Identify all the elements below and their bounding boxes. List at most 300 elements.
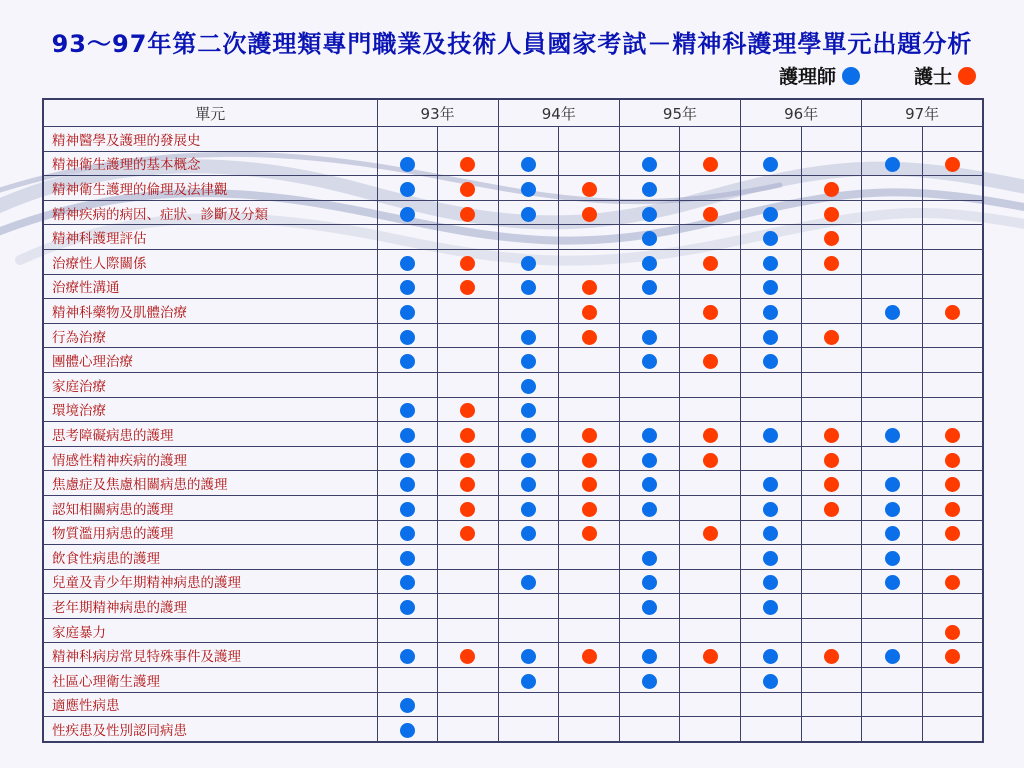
mark-cell — [498, 274, 559, 299]
blue-dot-icon — [642, 330, 657, 345]
blue-dot-icon — [400, 280, 415, 295]
mark-cell — [559, 446, 620, 471]
mark-cell — [559, 692, 620, 717]
mark-cell — [438, 200, 499, 225]
mark-cell — [741, 717, 802, 742]
mark-cell — [922, 520, 983, 545]
mark-cell — [922, 127, 983, 152]
mark-cell — [438, 618, 499, 643]
red-dot-icon — [824, 477, 839, 492]
mark-cell — [498, 618, 559, 643]
mark-cell — [922, 692, 983, 717]
mark-cell — [862, 422, 923, 447]
mark-cell — [862, 471, 923, 496]
red-dot-icon — [703, 305, 718, 320]
red-dot-icon — [582, 502, 597, 517]
unit-name: 精神疾病的病因、症狀、診斷及分類 — [43, 200, 377, 225]
mark-cell — [741, 545, 802, 570]
mark-cell — [619, 151, 680, 176]
blue-dot-icon — [763, 674, 778, 689]
blue-dot-icon — [642, 354, 657, 369]
blue-dot-icon — [763, 428, 778, 443]
red-dot-icon — [958, 67, 976, 85]
blue-dot-icon — [642, 280, 657, 295]
mark-cell — [862, 299, 923, 324]
blue-dot-icon — [400, 354, 415, 369]
mark-cell — [741, 397, 802, 422]
mark-cell — [801, 348, 862, 373]
mark-cell — [922, 495, 983, 520]
mark-cell — [801, 249, 862, 274]
red-dot-icon — [945, 526, 960, 541]
mark-cell — [619, 323, 680, 348]
mark-cell — [922, 299, 983, 324]
mark-cell — [377, 397, 438, 422]
mark-cell — [862, 446, 923, 471]
mark-cell — [619, 643, 680, 668]
mark-cell — [498, 200, 559, 225]
red-dot-icon — [460, 182, 475, 197]
unit-name: 治療性溝通 — [43, 274, 377, 299]
mark-cell — [377, 495, 438, 520]
blue-dot-icon — [642, 207, 657, 222]
mark-cell — [377, 249, 438, 274]
blue-dot-icon — [642, 674, 657, 689]
mark-cell — [741, 569, 802, 594]
page-title: 93～97年第二次護理類專門職業及技術人員國家考試－精神科護理學單元出題分析 — [51, 30, 973, 58]
blue-dot-icon — [763, 502, 778, 517]
blue-dot-icon — [400, 551, 415, 566]
mark-cell — [741, 594, 802, 619]
mark-cell — [619, 717, 680, 742]
mark-cell — [680, 151, 741, 176]
red-dot-icon — [460, 403, 475, 418]
blue-dot-icon — [400, 403, 415, 418]
blue-dot-icon — [763, 256, 778, 271]
year-header: 97年 — [862, 99, 983, 127]
blue-dot-icon — [763, 280, 778, 295]
mark-cell — [801, 643, 862, 668]
mark-cell — [922, 274, 983, 299]
mark-cell — [377, 151, 438, 176]
red-dot-icon — [703, 207, 718, 222]
mark-cell — [741, 372, 802, 397]
unit-name: 精神科病房常見特殊事件及護理 — [43, 643, 377, 668]
mark-cell — [741, 446, 802, 471]
mark-cell — [377, 569, 438, 594]
mark-cell — [862, 717, 923, 742]
mark-cell — [801, 127, 862, 152]
blue-dot-icon — [400, 428, 415, 443]
blue-dot-icon — [763, 575, 778, 590]
mark-cell — [377, 225, 438, 250]
red-dot-icon — [703, 428, 718, 443]
mark-cell — [741, 249, 802, 274]
mark-cell — [619, 274, 680, 299]
mark-cell — [559, 471, 620, 496]
blue-dot-icon — [400, 502, 415, 517]
blue-dot-icon — [400, 330, 415, 345]
mark-cell — [801, 594, 862, 619]
mark-cell — [498, 495, 559, 520]
table-row — [43, 299, 983, 324]
mark-cell — [559, 176, 620, 201]
unit-name: 團體心理治療 — [43, 348, 377, 373]
mark-cell — [559, 618, 620, 643]
blue-dot-icon — [400, 526, 415, 541]
blue-dot-icon — [521, 157, 536, 172]
red-dot-icon — [824, 207, 839, 222]
header-row — [43, 99, 983, 127]
unit-name: 物質濫用病患的護理 — [43, 520, 377, 545]
mark-cell — [438, 274, 499, 299]
blue-dot-icon — [400, 305, 415, 320]
unit-name: 老年期精神病患的護理 — [43, 594, 377, 619]
blue-dot-icon — [642, 453, 657, 468]
blue-dot-icon — [400, 649, 415, 664]
mark-cell — [741, 668, 802, 693]
table-row — [43, 643, 983, 668]
mark-cell — [619, 520, 680, 545]
mark-cell — [619, 372, 680, 397]
blue-dot-icon — [642, 502, 657, 517]
table-row — [43, 668, 983, 693]
mark-cell — [862, 397, 923, 422]
mark-cell — [922, 200, 983, 225]
mark-cell — [801, 471, 862, 496]
blue-dot-icon — [763, 330, 778, 345]
mark-cell — [559, 127, 620, 152]
mark-cell — [438, 643, 499, 668]
blue-dot-icon — [885, 305, 900, 320]
red-dot-icon — [824, 502, 839, 517]
mark-cell — [680, 397, 741, 422]
blue-dot-icon — [885, 575, 900, 590]
mark-cell — [619, 397, 680, 422]
red-dot-icon — [460, 157, 475, 172]
mark-cell — [922, 372, 983, 397]
mark-cell — [559, 495, 620, 520]
unit-name: 飲食性病患的護理 — [43, 545, 377, 570]
unit-name: 性疾患及性別認同病患 — [43, 717, 377, 742]
blue-dot-icon — [521, 182, 536, 197]
red-dot-icon — [945, 305, 960, 320]
mark-cell — [741, 274, 802, 299]
mark-cell — [559, 397, 620, 422]
mark-cell — [438, 176, 499, 201]
mark-cell — [377, 200, 438, 225]
mark-cell — [922, 348, 983, 373]
mark-cell — [680, 692, 741, 717]
table-row — [43, 569, 983, 594]
mark-cell — [377, 643, 438, 668]
red-dot-icon — [582, 305, 597, 320]
unit-name: 焦慮症及焦慮相關病患的護理 — [43, 471, 377, 496]
mark-cell — [801, 323, 862, 348]
blue-dot-icon — [400, 723, 415, 738]
red-dot-icon — [945, 157, 960, 172]
mark-cell — [377, 323, 438, 348]
blue-dot-icon — [521, 403, 536, 418]
mark-cell — [801, 372, 862, 397]
mark-cell — [922, 569, 983, 594]
mark-cell — [438, 127, 499, 152]
mark-cell — [922, 151, 983, 176]
mark-cell — [377, 692, 438, 717]
red-dot-icon — [824, 428, 839, 443]
mark-cell — [922, 323, 983, 348]
blue-dot-icon — [763, 526, 778, 541]
red-dot-icon — [703, 649, 718, 664]
mark-cell — [922, 446, 983, 471]
red-dot-icon — [824, 256, 839, 271]
mark-cell — [438, 717, 499, 742]
blue-dot-icon — [521, 428, 536, 443]
unit-name: 認知相關病患的護理 — [43, 495, 377, 520]
unit-name: 精神衛生護理的基本概念 — [43, 151, 377, 176]
mark-cell — [559, 299, 620, 324]
red-dot-icon — [582, 182, 597, 197]
mark-cell — [619, 127, 680, 152]
blue-dot-icon — [521, 207, 536, 222]
mark-cell — [559, 225, 620, 250]
mark-cell — [498, 299, 559, 324]
mark-cell — [922, 176, 983, 201]
mark-cell — [619, 176, 680, 201]
mark-cell — [438, 520, 499, 545]
mark-cell — [741, 151, 802, 176]
red-dot-icon — [945, 428, 960, 443]
mark-cell — [498, 372, 559, 397]
mark-cell — [741, 422, 802, 447]
mark-cell — [438, 668, 499, 693]
mark-cell — [680, 545, 741, 570]
table-row — [43, 545, 983, 570]
mark-cell — [680, 176, 741, 201]
mark-cell — [922, 594, 983, 619]
mark-cell — [741, 323, 802, 348]
mark-cell — [680, 348, 741, 373]
table-row — [43, 127, 983, 152]
mark-cell — [377, 127, 438, 152]
mark-cell — [801, 618, 862, 643]
legend-assistant-label: 護士 — [913, 66, 952, 88]
red-dot-icon — [703, 256, 718, 271]
mark-cell — [559, 594, 620, 619]
table-row — [43, 225, 983, 250]
red-dot-icon — [582, 207, 597, 222]
mark-cell — [559, 520, 620, 545]
mark-cell — [377, 594, 438, 619]
blue-dot-icon — [885, 157, 900, 172]
mark-cell — [801, 397, 862, 422]
mark-cell — [680, 249, 741, 274]
mark-cell — [559, 643, 620, 668]
mark-cell — [680, 717, 741, 742]
blue-dot-icon — [642, 551, 657, 566]
mark-cell — [498, 176, 559, 201]
mark-cell — [438, 348, 499, 373]
mark-cell — [680, 323, 741, 348]
mark-cell — [741, 200, 802, 225]
mark-cell — [377, 471, 438, 496]
red-dot-icon — [460, 207, 475, 222]
mark-cell — [498, 668, 559, 693]
mark-cell — [619, 545, 680, 570]
mark-cell — [801, 495, 862, 520]
blue-dot-icon — [642, 428, 657, 443]
blue-dot-icon — [521, 256, 536, 271]
mark-cell — [922, 397, 983, 422]
mark-cell — [438, 372, 499, 397]
mark-cell — [922, 545, 983, 570]
mark-cell — [438, 422, 499, 447]
mark-cell — [680, 569, 741, 594]
mark-cell — [741, 225, 802, 250]
table-row — [43, 348, 983, 373]
mark-cell — [377, 372, 438, 397]
red-dot-icon — [824, 453, 839, 468]
blue-dot-icon — [642, 477, 657, 492]
mark-cell — [680, 520, 741, 545]
mark-cell — [680, 127, 741, 152]
red-dot-icon — [460, 502, 475, 517]
mark-cell — [801, 692, 862, 717]
blue-dot-icon — [521, 379, 536, 394]
mark-cell — [559, 200, 620, 225]
blue-dot-icon — [521, 330, 536, 345]
legend-nurse-label: 護理師 — [778, 66, 836, 88]
mark-cell — [680, 668, 741, 693]
mark-cell — [377, 717, 438, 742]
mark-cell — [801, 200, 862, 225]
mark-cell — [619, 299, 680, 324]
mark-cell — [801, 299, 862, 324]
red-dot-icon — [703, 354, 718, 369]
unit-name: 家庭治療 — [43, 372, 377, 397]
mark-cell — [680, 594, 741, 619]
mark-cell — [438, 323, 499, 348]
mark-cell — [498, 225, 559, 250]
mark-cell — [438, 692, 499, 717]
mark-cell — [741, 348, 802, 373]
table-row — [43, 249, 983, 274]
red-dot-icon — [460, 649, 475, 664]
blue-dot-icon — [763, 477, 778, 492]
red-dot-icon — [824, 330, 839, 345]
mark-cell — [619, 618, 680, 643]
unit-name: 情感性精神疾病的護理 — [43, 446, 377, 471]
table-row — [43, 274, 983, 299]
unit-name: 精神科護理評估 — [43, 225, 377, 250]
red-dot-icon — [582, 477, 597, 492]
red-dot-icon — [945, 477, 960, 492]
mark-cell — [498, 594, 559, 619]
mark-cell — [862, 618, 923, 643]
mark-cell — [498, 692, 559, 717]
mark-cell — [922, 618, 983, 643]
red-dot-icon — [460, 453, 475, 468]
blue-dot-icon — [521, 575, 536, 590]
mark-cell — [801, 151, 862, 176]
mark-cell — [498, 717, 559, 742]
mark-cell — [438, 569, 499, 594]
mark-cell — [862, 274, 923, 299]
mark-cell — [498, 127, 559, 152]
blue-dot-icon — [400, 157, 415, 172]
mark-cell — [801, 446, 862, 471]
mark-cell — [438, 151, 499, 176]
mark-cell — [741, 176, 802, 201]
unit-name: 環境治療 — [43, 397, 377, 422]
red-dot-icon — [460, 428, 475, 443]
red-dot-icon — [582, 428, 597, 443]
mark-cell — [619, 200, 680, 225]
mark-cell — [862, 545, 923, 570]
mark-cell — [741, 643, 802, 668]
blue-dot-icon — [763, 305, 778, 320]
mark-cell — [801, 545, 862, 570]
blue-dot-icon — [763, 600, 778, 615]
mark-cell — [862, 249, 923, 274]
mark-cell — [741, 495, 802, 520]
mark-cell — [377, 618, 438, 643]
mark-cell — [559, 372, 620, 397]
red-dot-icon — [703, 157, 718, 172]
mark-cell — [922, 668, 983, 693]
mark-cell — [619, 668, 680, 693]
blue-dot-icon — [642, 600, 657, 615]
mark-cell — [619, 422, 680, 447]
mark-cell — [741, 471, 802, 496]
blue-dot-icon — [763, 354, 778, 369]
mark-cell — [498, 520, 559, 545]
mark-cell — [559, 274, 620, 299]
table-row — [43, 176, 983, 201]
table-row — [43, 520, 983, 545]
red-dot-icon — [945, 625, 960, 640]
blue-dot-icon — [521, 674, 536, 689]
mark-cell — [801, 176, 862, 201]
mark-cell — [377, 274, 438, 299]
unit-name: 精神醫學及護理的發展史 — [43, 127, 377, 152]
unit-name: 家庭暴力 — [43, 618, 377, 643]
blue-dot-icon — [521, 502, 536, 517]
mark-cell — [680, 200, 741, 225]
blue-dot-icon — [400, 575, 415, 590]
mark-cell — [377, 422, 438, 447]
mark-cell — [680, 422, 741, 447]
analysis-table — [42, 98, 984, 743]
year-header: 95年 — [619, 99, 740, 127]
mark-cell — [862, 495, 923, 520]
blue-dot-icon — [885, 428, 900, 443]
mark-cell — [559, 569, 620, 594]
mark-cell — [438, 249, 499, 274]
mark-cell — [619, 225, 680, 250]
unit-name: 精神科藥物及肌體治療 — [43, 299, 377, 324]
mark-cell — [862, 569, 923, 594]
mark-cell — [377, 299, 438, 324]
mark-cell — [862, 200, 923, 225]
table-row — [43, 151, 983, 176]
year-header: 96年 — [741, 99, 862, 127]
red-dot-icon — [460, 477, 475, 492]
mark-cell — [619, 446, 680, 471]
mark-cell — [377, 446, 438, 471]
mark-cell — [619, 495, 680, 520]
unit-name: 精神衛生護理的倫理及法律觀 — [43, 176, 377, 201]
